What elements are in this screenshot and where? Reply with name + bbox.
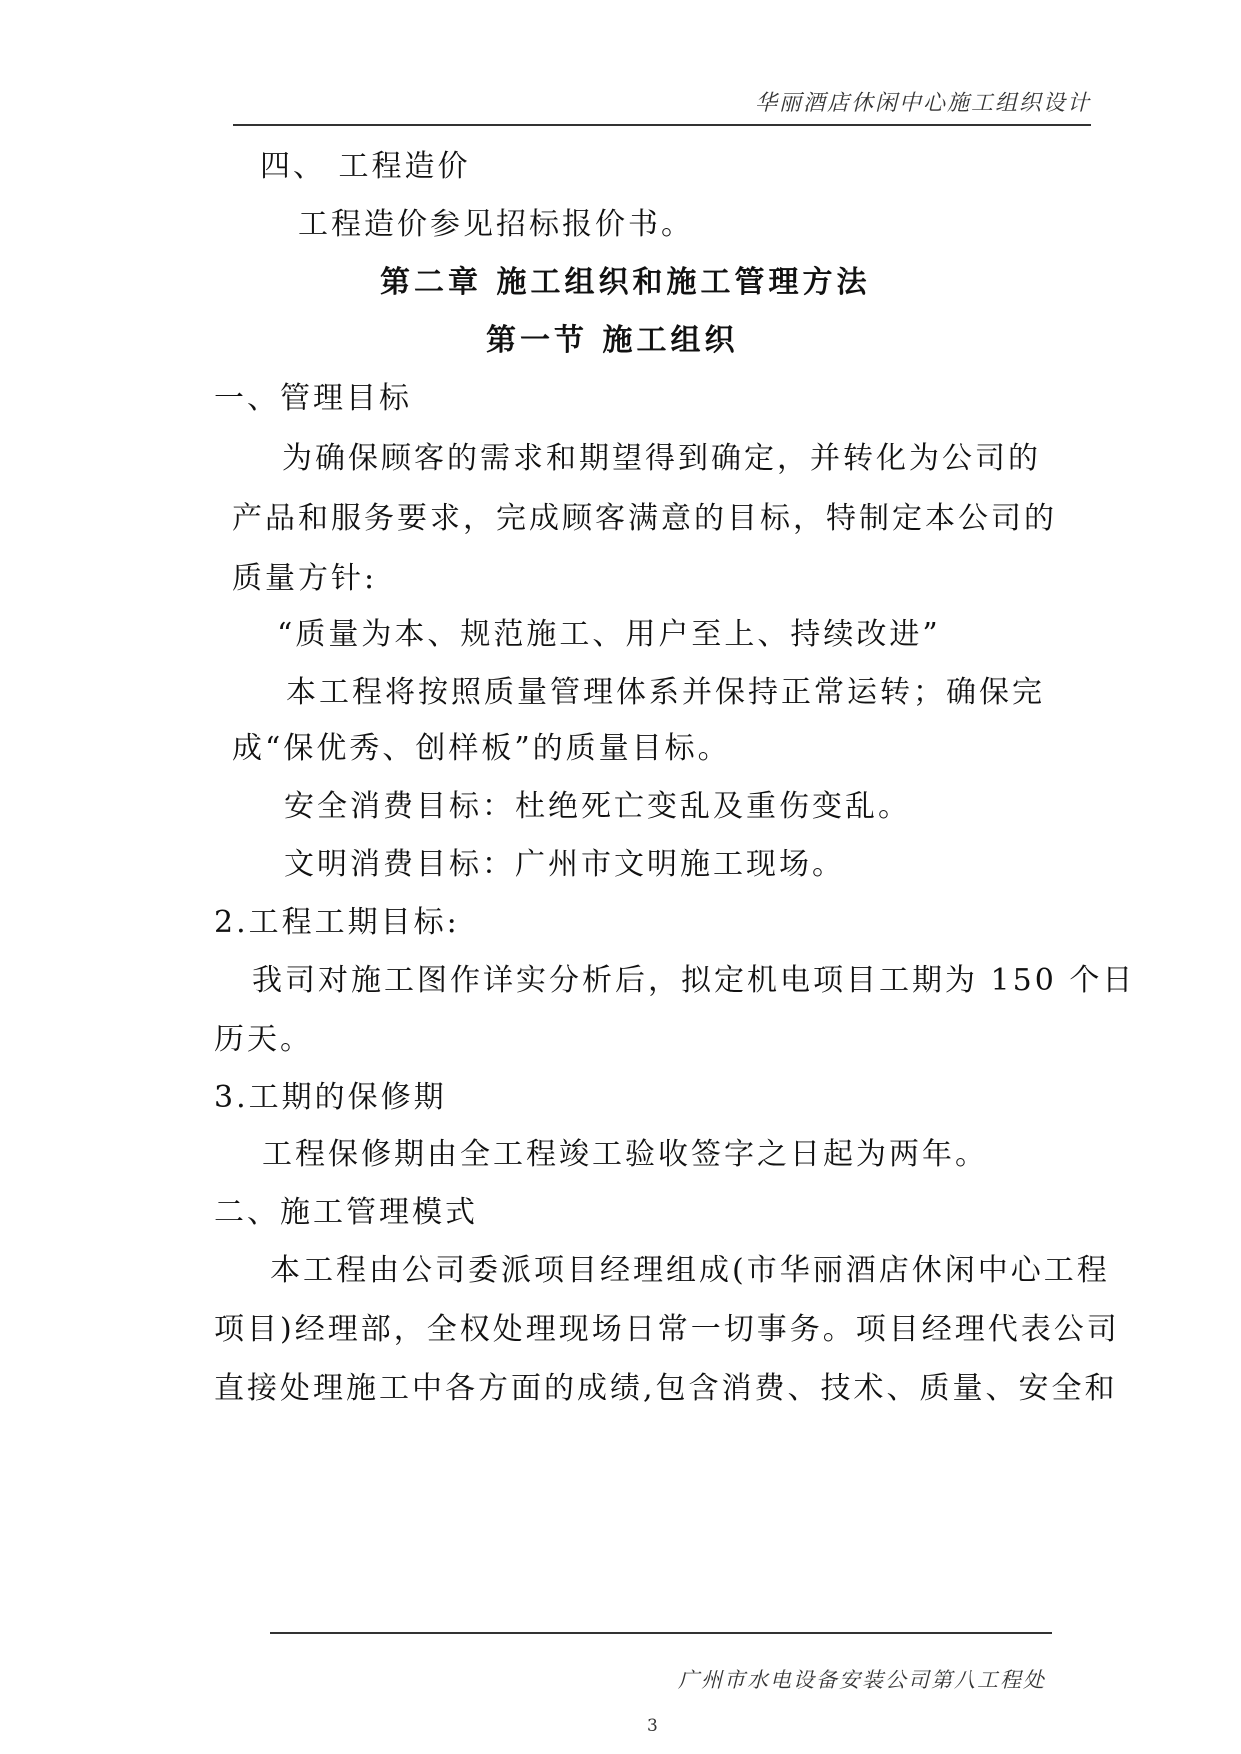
footer-organization: 广州市水电设备安装公司第八工程处 <box>678 1668 1046 1692</box>
item2-line2: 历天。 <box>214 1022 313 1057</box>
item2-heading: 2.工程工期目标: <box>214 905 460 940</box>
para1-line3: 质量方针: <box>232 561 378 596</box>
section4-heading: 四、 工程造价 <box>260 149 471 184</box>
para1-line1: 为确保顾客的需求和期望得到确定，并转化为公司的 <box>282 441 1041 476</box>
quality-policy: “质量为本、规范施工、用户至上、持续改进” <box>277 617 941 652</box>
section4-text: 工程造价参见招标报价书。 <box>298 207 694 242</box>
item2-line1: 我司对施工图作详实分析后，拟定机电项目工期为 150 个日 <box>252 963 1136 998</box>
para2-line2: 成“保优秀、创样板”的质量目标。 <box>232 731 731 766</box>
page-number: 3 <box>647 1716 658 1736</box>
civil-goal: 文明消费目标：广州市文明施工现场。 <box>284 847 845 882</box>
item3-text: 工程保修期由全工程竣工验收签字之日起为两年。 <box>262 1137 988 1172</box>
header-title: 华丽酒店休闲中心施工组织设计 <box>754 91 1091 116</box>
para3-line1: 本工程由公司委派项目经理组成(市华丽酒店休闲中心工程 <box>270 1253 1110 1288</box>
safety-goal: 安全消费目标：杜绝死亡变乱及重伤变乱。 <box>284 789 911 824</box>
item3-heading: 3.工期的保修期 <box>214 1080 447 1115</box>
para1-line2: 产品和服务要求，完成顾客满意的目标，特制定本公司的 <box>232 501 1057 536</box>
section-title: 第一节 施工组织 <box>486 323 739 358</box>
header-divider <box>233 124 1091 126</box>
para3-line3: 直接处理施工中各方面的成绩,包含消费、技术、质量、安全和 <box>214 1371 1118 1406</box>
para3-line2: 项目)经理部，全权处理现场日常一切事务。项目经理代表公司 <box>214 1312 1120 1347</box>
part2-heading: 二、施工管理模式 <box>214 1195 478 1230</box>
part1-heading: 一、管理目标 <box>214 381 412 416</box>
para2-line1: 本工程将按照质量管理体系并保持正常运转；确保完 <box>286 675 1045 710</box>
chapter-title: 第二章 施工组织和施工管理方法 <box>380 265 871 300</box>
footer-divider <box>270 1632 1052 1634</box>
